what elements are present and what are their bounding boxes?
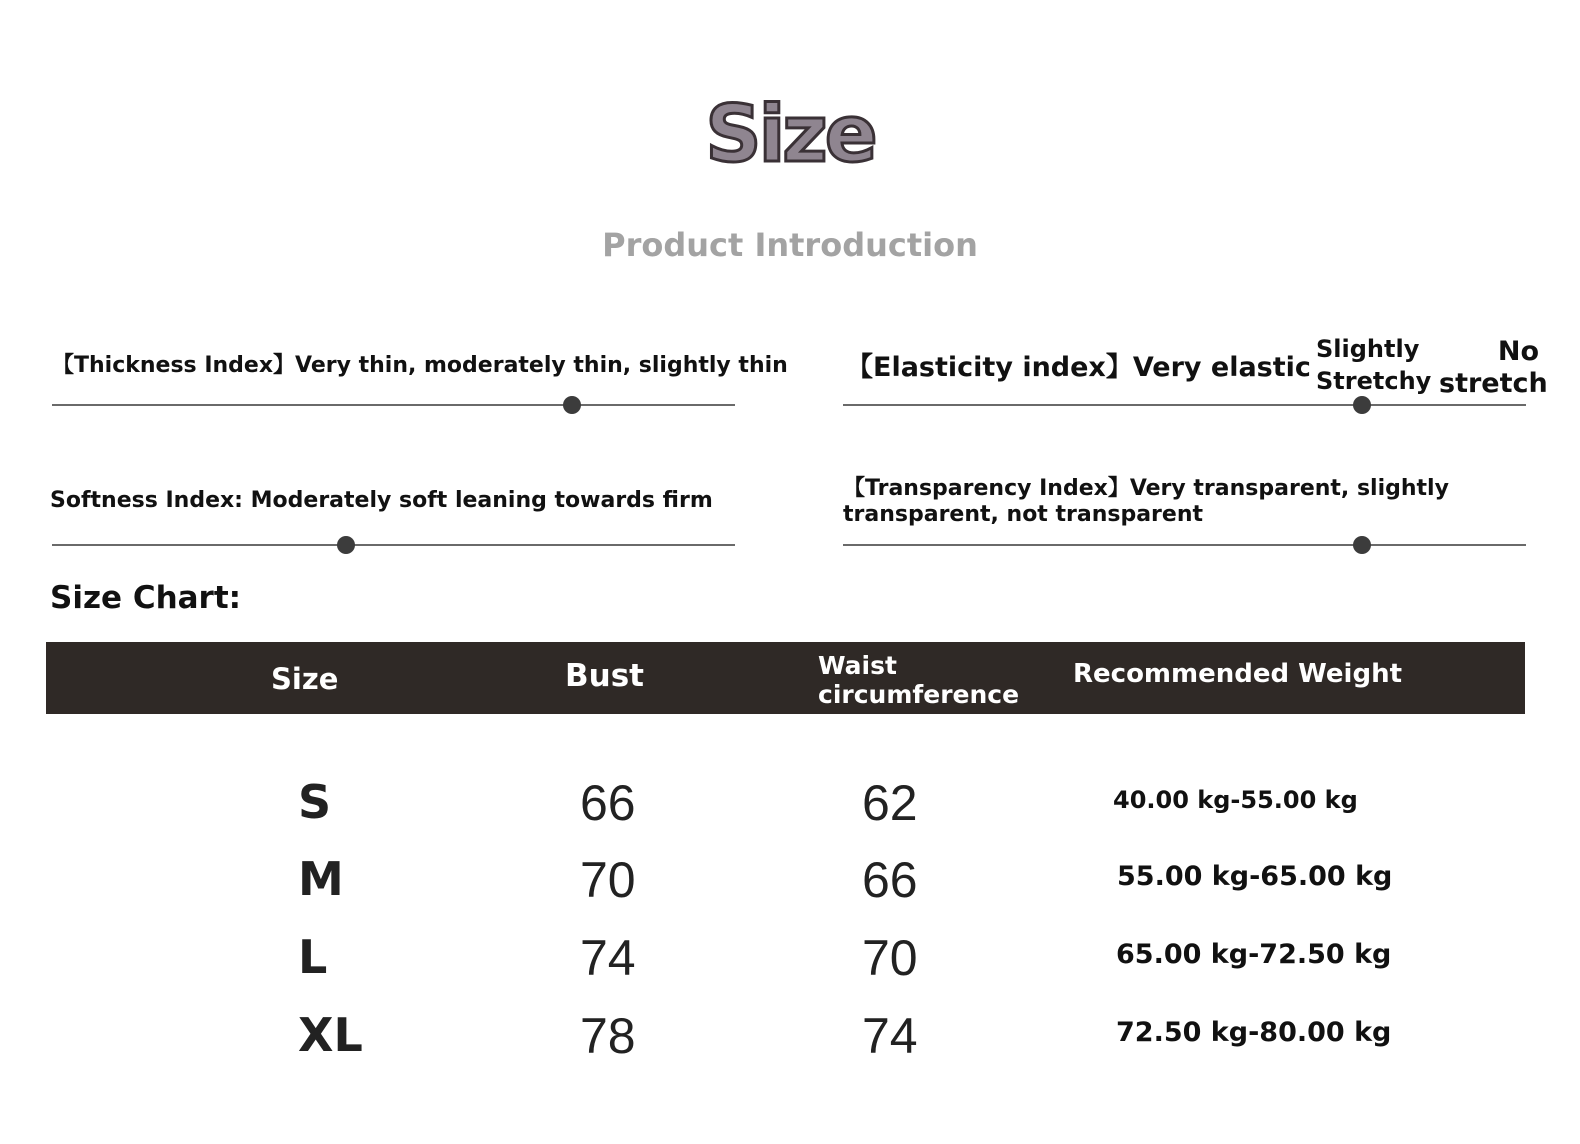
cell-bust: 78 xyxy=(580,1008,636,1064)
option-line: Slightly xyxy=(1316,335,1420,363)
option-line: stretch xyxy=(1439,368,1548,399)
cell-waist: 74 xyxy=(862,1008,918,1064)
column-header-size: Size xyxy=(271,662,339,696)
elasticity-label: 【Elasticity index】Very elastic xyxy=(846,352,1311,383)
elasticity-option-slightly-stretchy xyxy=(1316,333,1431,397)
cell-weight: 72.50 kg-80.00 kg xyxy=(1116,1017,1392,1048)
softness-scale-line xyxy=(52,544,735,546)
transparency-label-line: transparent, not transparent xyxy=(843,502,1203,527)
column-header-weight: Recommended Weight xyxy=(1073,659,1403,689)
cell-weight: 40.00 kg-55.00 kg xyxy=(1113,786,1358,814)
cell-size: M xyxy=(298,852,344,906)
thickness-scale-line xyxy=(52,404,735,406)
thickness-marker xyxy=(563,396,581,414)
column-header-waist-line: Waist xyxy=(818,651,897,680)
cell-waist: 70 xyxy=(862,930,918,986)
cell-bust: 70 xyxy=(580,852,636,908)
cell-size: S xyxy=(298,775,332,829)
column-header-bust: Bust xyxy=(565,658,644,694)
transparency-label-line: 【Transparency Index】Very transparent, slightly xyxy=(843,476,1449,501)
column-header-waist xyxy=(818,651,1019,709)
page-subtitle: Product Introduction xyxy=(602,226,978,264)
option-line: No xyxy=(1497,336,1539,367)
cell-waist: 66 xyxy=(862,852,918,908)
cell-waist: 62 xyxy=(862,775,918,831)
cell-size: XL xyxy=(298,1008,363,1062)
elasticity-scale-line xyxy=(843,404,1526,406)
softness-label: Softness Index: Moderately soft leaning towards firm xyxy=(50,488,713,513)
cell-size: L xyxy=(298,930,328,984)
page-title: Size xyxy=(705,90,875,180)
column-header-waist-line: circumference xyxy=(818,680,1020,709)
cell-bust: 74 xyxy=(580,930,636,986)
size-chart-heading: Size Chart: xyxy=(50,580,242,616)
thickness-label: 【Thickness Index】Very thin, moderately thin, slightly thin xyxy=(52,353,788,378)
option-line: Stretchy xyxy=(1316,367,1432,395)
cell-bust: 66 xyxy=(580,775,636,831)
transparency-scale-line xyxy=(843,544,1526,546)
softness-marker xyxy=(337,536,355,554)
elasticity-option-no-stretch xyxy=(1439,336,1548,400)
cell-weight: 65.00 kg-72.50 kg xyxy=(1116,939,1392,970)
cell-weight: 55.00 kg-65.00 kg xyxy=(1117,861,1393,892)
elasticity-marker xyxy=(1353,396,1371,414)
transparency-marker xyxy=(1353,536,1371,554)
transparency-label xyxy=(843,476,1449,528)
